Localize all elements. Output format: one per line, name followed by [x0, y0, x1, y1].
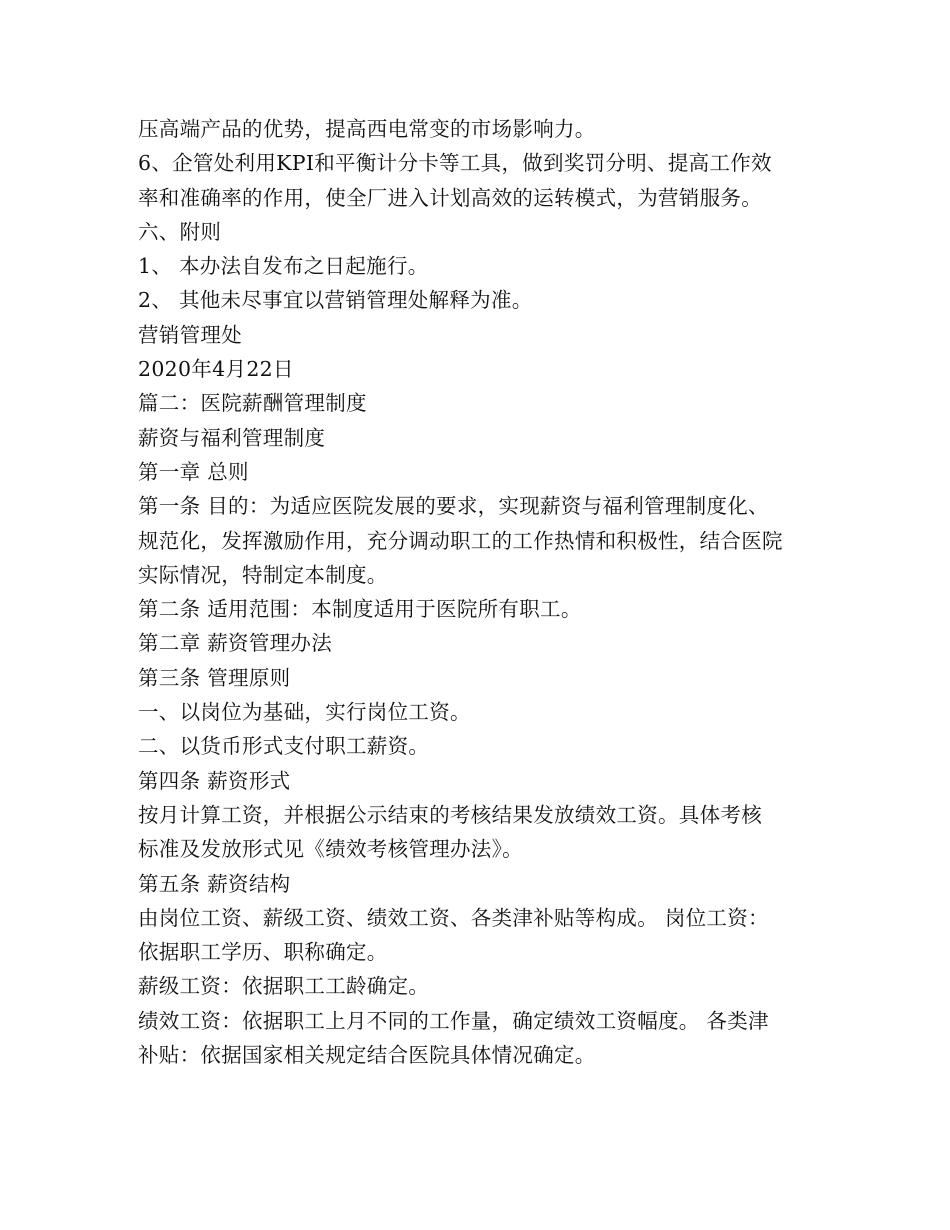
text-line: 压高端产品的优势，提高西电常变的市场影响力。	[138, 117, 596, 141]
text-line: 第一条 目的：为适应医院发展的要求，实现薪资与福利管理制度化、	[138, 494, 769, 519]
text-line: 按月计算工资，并根据公示结束的考核结果发放绩效工资。具体考核	[138, 802, 762, 827]
signature-department: 营销管理处	[138, 322, 242, 347]
text-line: 补贴：依据国家相关规定结合医院具体情况确定。	[138, 1043, 596, 1068]
section-heading: 六、附则	[138, 219, 222, 244]
text-line: 率和准确率的作用，使全厂进入计划高效的运转模式，为营销服务。	[138, 185, 762, 210]
clause-heading: 第五条 薪资结构	[138, 871, 291, 896]
chapter-heading: 第二章 薪资管理办法	[138, 631, 333, 656]
text-line: 实际情况，特制定本制度。	[138, 562, 388, 587]
text-line: 薪级工资：依据职工工龄确定。	[138, 974, 430, 999]
text-line: 二、以货币形式支付职工薪资。	[138, 734, 430, 759]
text-line: 6、企管处利用KPI和平衡计分卡等工具，做到奖罚分明、提高工作效	[138, 151, 772, 176]
text-line: 由岗位工资、薪级工资、绩效工资、各类津补贴等构成。 岗位工资：	[138, 905, 769, 930]
text-line: 第二条 适用范围：本制度适用于医院所有职工。	[138, 597, 582, 622]
clause-heading: 第三条 管理原则	[138, 665, 291, 690]
text-line: 2、 其他未尽事宜以营销管理处解释为准。	[138, 288, 533, 313]
chapter-heading: 第一章 总则	[138, 459, 249, 484]
clause-heading: 第四条 薪资形式	[138, 768, 291, 793]
signature-date: 2020年4月22日	[138, 357, 294, 382]
text-line: 规范化，发挥激励作用，充分调动职工的工作热情和积极性，结合医院	[138, 528, 783, 553]
text-line: 1、 本办法自发布之日起施行。	[138, 254, 429, 279]
article-title: 篇二：医院薪酬管理制度	[138, 391, 367, 416]
document-title: 薪资与福利管理制度	[138, 425, 326, 450]
text-line: 一、以岗位为基础，实行岗位工资。	[138, 700, 471, 725]
document-text-body	[138, 112, 828, 1072]
text-line: 标准及发放形式见《绩效考核管理办法》。	[138, 837, 523, 862]
text-line: 依据职工学历、职称确定。	[138, 940, 388, 965]
text-line: 绩效工资：依据职工上月不同的工作量，确定绩效工资幅度。 各类津	[138, 1008, 769, 1033]
